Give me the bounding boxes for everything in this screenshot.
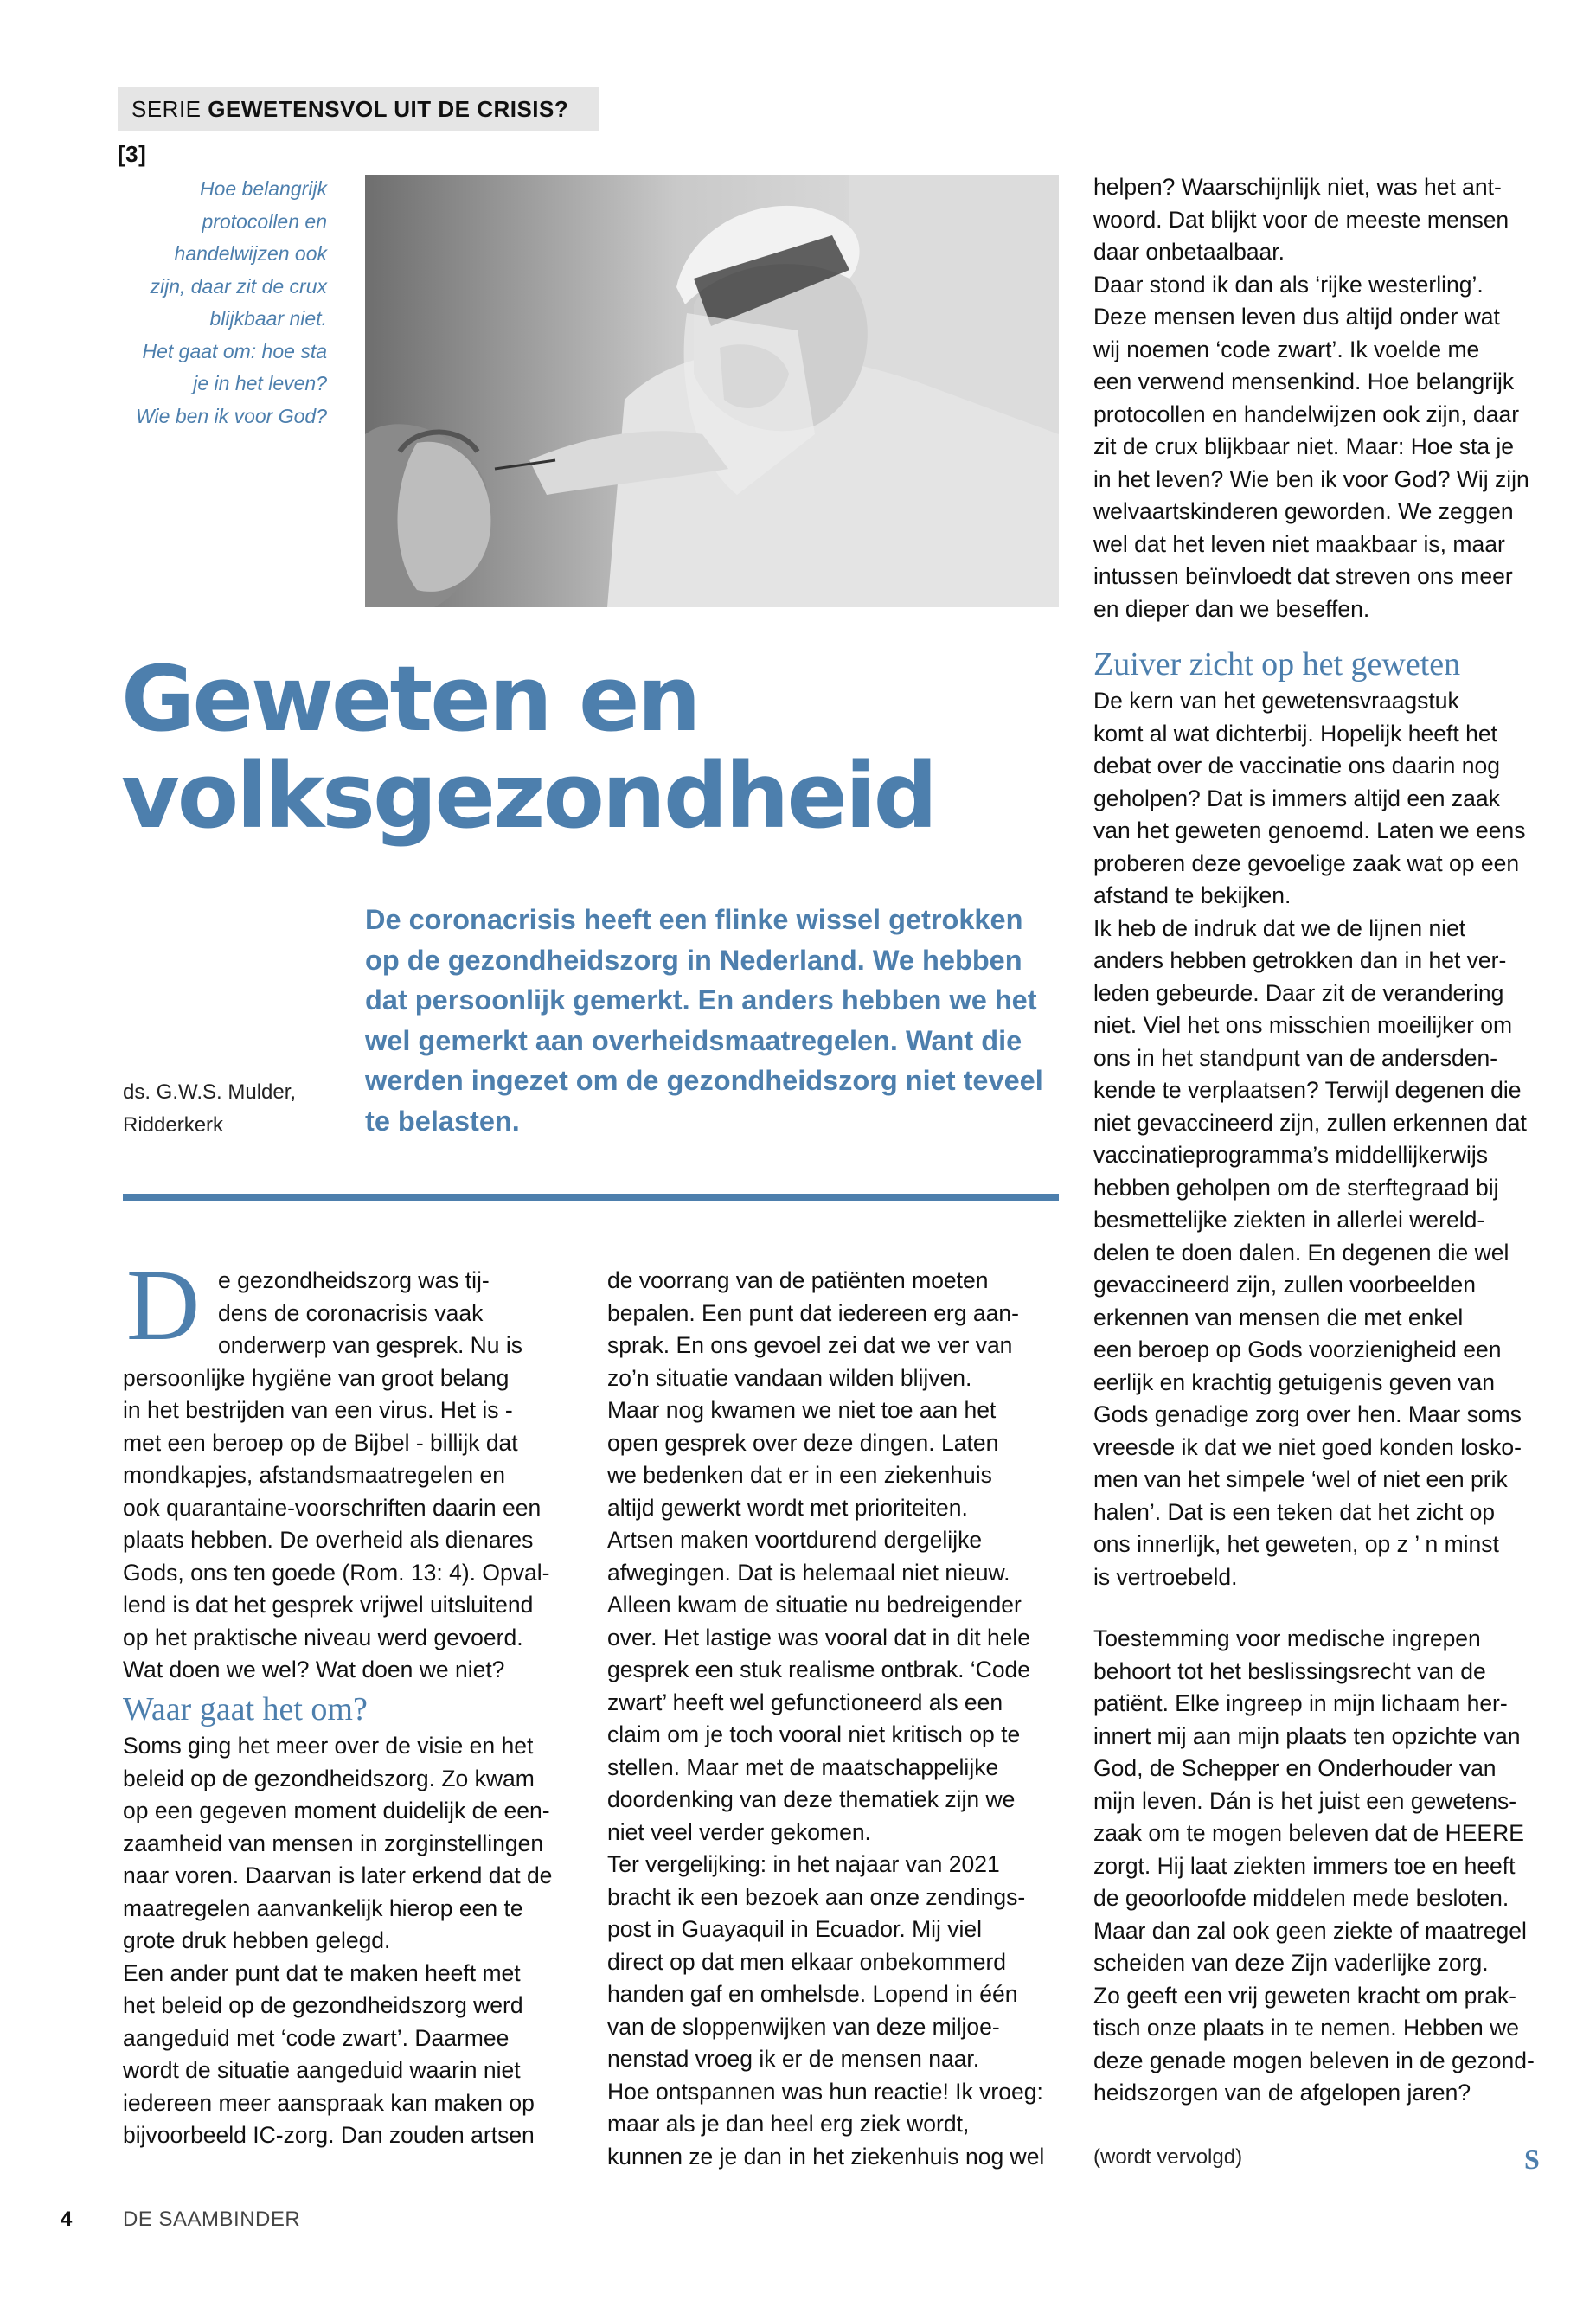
text-line: een verwend mensenkind. Hoe belangrijk (1093, 369, 1515, 394)
lead-line: dat persoonlijk gemerkt. En anders hebben we het (365, 984, 1037, 1016)
text-line: ons innerlijk, het geweten, op z ’ n minst (1093, 1531, 1499, 1557)
text-line: Daar stond ik dan als ‘rijke westerling’. (1093, 271, 1484, 298)
text-line: bracht ik een bezoek aan onze zendings- (607, 1883, 1026, 1910)
text-line: maatregelen aanvankelijk hierop een te (123, 1894, 523, 1921)
series-tag (118, 87, 599, 167)
text-line: post in Guayaquil in Ecuador. Mij viel (607, 1916, 983, 1942)
text-line: niet veel verder gekomen. (607, 1818, 871, 1845)
text-line: God, de Schepper en Onderhouder van (1093, 1755, 1497, 1781)
text-line: altijd gewerkt wordt met prioriteiten. (607, 1494, 968, 1521)
text-line: heidszorgen van de afgelopen jaren? (1093, 2080, 1471, 2106)
text-line: anders hebben getrokken dan in het ver- (1093, 947, 1507, 973)
text-line: niet gevaccineerd zijn, zullen erkennen dat (1093, 1109, 1527, 1136)
pull-quote-line: je in het leven? (193, 372, 327, 394)
author-place: Ridderkerk (123, 1113, 224, 1137)
author-byline (123, 1076, 296, 1142)
body-column-1-continued (123, 1730, 564, 2152)
body-column-3 (1093, 171, 1543, 625)
text-line: gevaccineerd zijn, zullen voorbeelden (1093, 1272, 1476, 1298)
text-line: Maar dan zal ook geen ziekte of maatregel (1093, 1917, 1527, 1944)
text-line: Zo geeft een vrij geweten kracht om prak- (1093, 1982, 1517, 2009)
text-line: deze genade mogen beleven in de gezond- (1093, 2047, 1535, 2073)
text-line: ons in het standpunt van de andersden- (1093, 1044, 1498, 1071)
text-line: in het leven? Wie ben ik voor God? Wij zijn (1093, 465, 1529, 492)
text-line: komt al wat dichterbij. Hopelijk heeft het (1093, 720, 1497, 747)
text-line: doordenking van deze thematiek zijn we (607, 1786, 1016, 1812)
text-line: vaccinatieprogramma’s middellijkerwijs (1093, 1142, 1489, 1168)
text-line: grote druk hebben gelegd. (123, 1927, 391, 1953)
text-line: het beleid op de gezondheidszorg werd (123, 1992, 523, 2018)
lead-line: De coronacrisis heeft een flinke wissel getrokken (365, 904, 1023, 935)
lead-line: op de gezondheidszorg in Nederland. We hebben (365, 944, 1022, 976)
author-name: ds. G.W.S. Mulder, (123, 1080, 297, 1104)
text-line: zit de crux blijkbaar niet. Maar: Hoe sta je (1093, 433, 1515, 459)
text-line: naar voren. Daarvan is later erkend dat de (123, 1862, 553, 1888)
article-title-line: Geweten en (121, 646, 699, 752)
text-line: in het bestrijden van een virus. Het is - (123, 1397, 513, 1423)
text-line: afwegingen. Dat is helemaal niet nieuw. (607, 1559, 1010, 1586)
text-line: men van het simpele ‘wel of niet een prik (1093, 1466, 1508, 1492)
text-line: de geoorloofde middelen mede besloten. (1093, 1885, 1509, 1911)
text-line: vreesde ik dat we niet goed konden losko- (1093, 1433, 1522, 1460)
text-line: onderwerp van gesprek. Nu is (218, 1332, 523, 1358)
text-line: nenstad vroeg ik er de mensen naar. (607, 2046, 980, 2072)
lead-line: wel gemerkt aan overheidsmaatregelen. Want die (365, 1024, 1022, 1056)
text-line: is vertroebeld. (1093, 1563, 1238, 1590)
text-line: Gods, ons ten goede (Rom. 13: 4). Opval- (123, 1559, 550, 1586)
text-line: helpen? Waarschijnlijk niet, was het ant- (1093, 174, 1502, 200)
text-line: bepalen. Een punt dat iedereen erg aan- (607, 1299, 1019, 1326)
text-line: niet. Viel het ons misschien moeilijker om (1093, 1012, 1513, 1038)
text-line: aangeduid met ‘code zwart’. Daarmee (123, 2024, 510, 2051)
text-line: zo’n situatie vandaan wilden blijven. (607, 1364, 972, 1391)
text-line: Toestemming voor medische ingrepen (1093, 1625, 1481, 1651)
continued-note: (wordt vervolgd) (1093, 2145, 1243, 2169)
article-title-line: volksgezondheid (121, 743, 936, 849)
text-line: plaats hebben. De overheid als dienares (123, 1527, 534, 1553)
text-line: Ter vergelijking: in het najaar van 2021 (607, 1851, 1000, 1877)
pull-quote-line: zijn, daar zit de crux (150, 274, 327, 298)
text-line: stellen. Maar met de maatschappelijke (607, 1753, 999, 1780)
series-prefix: SERIE (131, 96, 208, 122)
text-line: direct op dat men elkaar onbekommerd (607, 1948, 1007, 1975)
text-line: op het praktische niveau werd gevoerd. (123, 1624, 523, 1650)
subheading-waar-gaat-het-om: Waar gaat het om? (123, 1691, 368, 1727)
text-line: scheiden van deze Zijn vaderlijke zorg. (1093, 1950, 1489, 1976)
text-line: Alleen kwam de situatie nu bedreigender (607, 1592, 1022, 1618)
text-line: delen te doen dalen. En degenen die wel (1093, 1239, 1509, 1266)
subheading-zuiver-zicht: Zuiver zicht op het geweten (1093, 646, 1461, 683)
text-line: beleid op de gezondheidszorg. Zo kwam (123, 1765, 535, 1791)
text-line: maar als je dan heel erg ziek wordt, (607, 2111, 970, 2137)
text-line: op een gegeven moment duidelijk de een- (123, 1798, 550, 1823)
text-line: intussen beïnvloedt dat streven ons meer (1093, 563, 1513, 589)
article-title (121, 646, 1055, 849)
text-line: zorgt. Hij laat ziekten immers toe en heeft (1093, 1852, 1516, 1879)
drop-cap: D (126, 1248, 201, 1362)
text-line: een beroep op Gods voorzienigheid een (1093, 1336, 1502, 1362)
text-line: tisch onze plaats in te nemen. Hebben we (1093, 2015, 1520, 2041)
text-line: Artsen maken voortdurend dergelijke (607, 1527, 983, 1553)
text-line: de voorrang van de patiënten moeten (607, 1267, 989, 1293)
text-line: met een beroep op de Bijbel - billijk dat (123, 1429, 518, 1456)
body-column-3-bottom (1093, 1623, 1543, 2110)
text-line: De kern van het gewetensvraagstuk (1093, 688, 1459, 714)
text-line: halen’. Dat is een teken dat het zicht op (1093, 1498, 1496, 1525)
text-line: welvaartskinderen geworden. We zeggen (1093, 498, 1514, 524)
series-title: GEWETENSVOL UIT DE CRISIS? [3] (118, 96, 569, 167)
text-line: hebben geholpen om de sterftegraad bij (1093, 1174, 1499, 1201)
text-line: open gesprek over deze dingen. Laten (607, 1429, 999, 1456)
text-line: proberen deze gevoelige zaak wat op een (1093, 849, 1520, 876)
text-line: en dieper dan we beseffen. (1093, 595, 1370, 622)
text-line: afstand te bekijken. (1093, 882, 1292, 908)
text-line: Een ander punt dat te maken heeft met (123, 1959, 521, 1986)
magazine-name: DE SAAMBINDER (123, 2208, 301, 2231)
article-photo (365, 175, 1059, 607)
text-line: handen gaf en omhelsde. Lopend in één (607, 1981, 1018, 2007)
pull-quote-line: Wie ben ik voor God? (136, 404, 327, 427)
text-line: geholpen? Dat is immers altijd een zaak (1093, 785, 1500, 811)
text-line: zaak om te mogen beleven dat de HEERE (1093, 1820, 1524, 1846)
text-line: woord. Dat blijkt voor de meeste mensen (1093, 206, 1509, 233)
pull-quote-line: protocollen en (202, 209, 327, 233)
text-line: bijvoorbeeld IC-zorg. Dan zouden artsen (123, 2122, 535, 2148)
text-line: we bedenken dat er in een ziekenhuis (607, 1462, 992, 1488)
text-line: zwart’ heeft wel gefunctioneerd als een (607, 1689, 1003, 1715)
text-line: Hoe ontspannen was hun reactie! Ik vroeg: (607, 2078, 1043, 2105)
text-line: van de sloppenwijken van deze miljoe- (607, 2013, 1000, 2040)
text-line: wordt de situatie aangeduid waarin niet (123, 2057, 521, 2083)
text-line: mijn leven. Dán is het juist een gewetens- (1093, 1787, 1517, 1814)
lead-paragraph (365, 900, 1057, 1141)
text-line: eerlijk en krachtig getuigenis geven van (1093, 1368, 1496, 1395)
divider-rule (123, 1194, 1059, 1201)
text-line: claim om je toch vooral niet kritisch op te (607, 1721, 1021, 1747)
text-line: sprak. En ons gevoel zei dat we ver van (607, 1332, 1013, 1358)
text-line: patiënt. Elke ingreep in mijn lichaam her- (1093, 1690, 1508, 1716)
lead-line: te belasten. (365, 1105, 520, 1137)
text-line: daar onbetaalbaar. (1093, 239, 1285, 265)
text-line: wel dat het leven niet maakbaar is, maar (1093, 530, 1505, 557)
text-line: behoort tot het beslissingsrecht van de (1093, 1657, 1486, 1684)
text-line: kunnen ze je dan in het ziekenhuis nog wel (607, 2143, 1045, 2170)
body-column-2 (607, 1265, 1057, 2173)
text-line: wij noemen ‘code zwart’. Ik voelde me (1093, 336, 1480, 362)
text-line: lend is dat het gesprek vrijwel uitsluitend (123, 1592, 534, 1618)
pull-quote-line: Hoe belangrijk (199, 177, 327, 200)
pull-quote-line: blijkbaar niet. (209, 307, 327, 330)
text-line: Deze mensen leven dus altijd onder wat (1093, 304, 1500, 330)
text-line: Wat doen we wel? Wat doen we niet? (123, 1657, 505, 1682)
pull-quote-line: handelwijzen ook (174, 242, 327, 265)
text-line: leden gebeurde. Daar zit de verandering (1093, 979, 1504, 1006)
text-line: dens de coronacrisis vaak (218, 1299, 484, 1326)
text-line: e gezondheidszorg was tij- (218, 1267, 490, 1293)
body-column-1 (123, 1265, 564, 1687)
text-line: Soms ging het meer over de visie en het (123, 1733, 534, 1759)
text-line: erkennen van mensen die met enkel (1093, 1304, 1464, 1330)
text-line: zaamheid van mensen in zorginstellingen (123, 1830, 544, 1856)
body-column-3-middle (1093, 685, 1543, 1593)
text-line: persoonlijke hygiëne van groot belang (123, 1364, 510, 1391)
text-line: iedereen meer aanspraak kan maken op (123, 2089, 535, 2116)
text-line: gesprek een stuk realisme ontbrak. ‘Code (607, 1657, 1031, 1682)
text-line: Maar nog kwamen we niet toe aan het (607, 1397, 997, 1423)
text-line: mondkapjes, afstandsmaatregelen en (123, 1462, 505, 1488)
text-line: Ik heb de indruk dat we de lijnen niet (1093, 914, 1466, 941)
lead-line: werden ingezet om de gezondheidszorg niet teveel (365, 1065, 1043, 1096)
text-line: van het geweten genoemd. Laten we eens (1093, 817, 1526, 843)
page-number: 4 (61, 2208, 73, 2231)
pull-quote (112, 173, 327, 433)
text-line: protocollen en handelwijzen ook zijn, daar (1093, 401, 1520, 427)
text-line: over. Het lastige was vooral dat in dit hele (607, 1624, 1031, 1650)
end-mark-icon: S (1524, 2144, 1540, 2175)
pull-quote-line: Het gaat om: hoe sta (142, 339, 327, 362)
text-line: besmettelijke ziekten in allerlei wereld- (1093, 1207, 1485, 1233)
text-line: debat over de vaccinatie ons daarin nog (1093, 753, 1500, 779)
text-line: ook quarantaine-voorschriften daarin een (123, 1494, 542, 1521)
text-line: innert mij aan mijn plaats ten opzichte van (1093, 1722, 1521, 1749)
text-line: kende te verplaatsen? Terwijl degenen die (1093, 1077, 1522, 1103)
photo-illustration (365, 175, 1059, 607)
text-line: Gods genadige zorg over hen. Maar soms (1093, 1401, 1522, 1427)
